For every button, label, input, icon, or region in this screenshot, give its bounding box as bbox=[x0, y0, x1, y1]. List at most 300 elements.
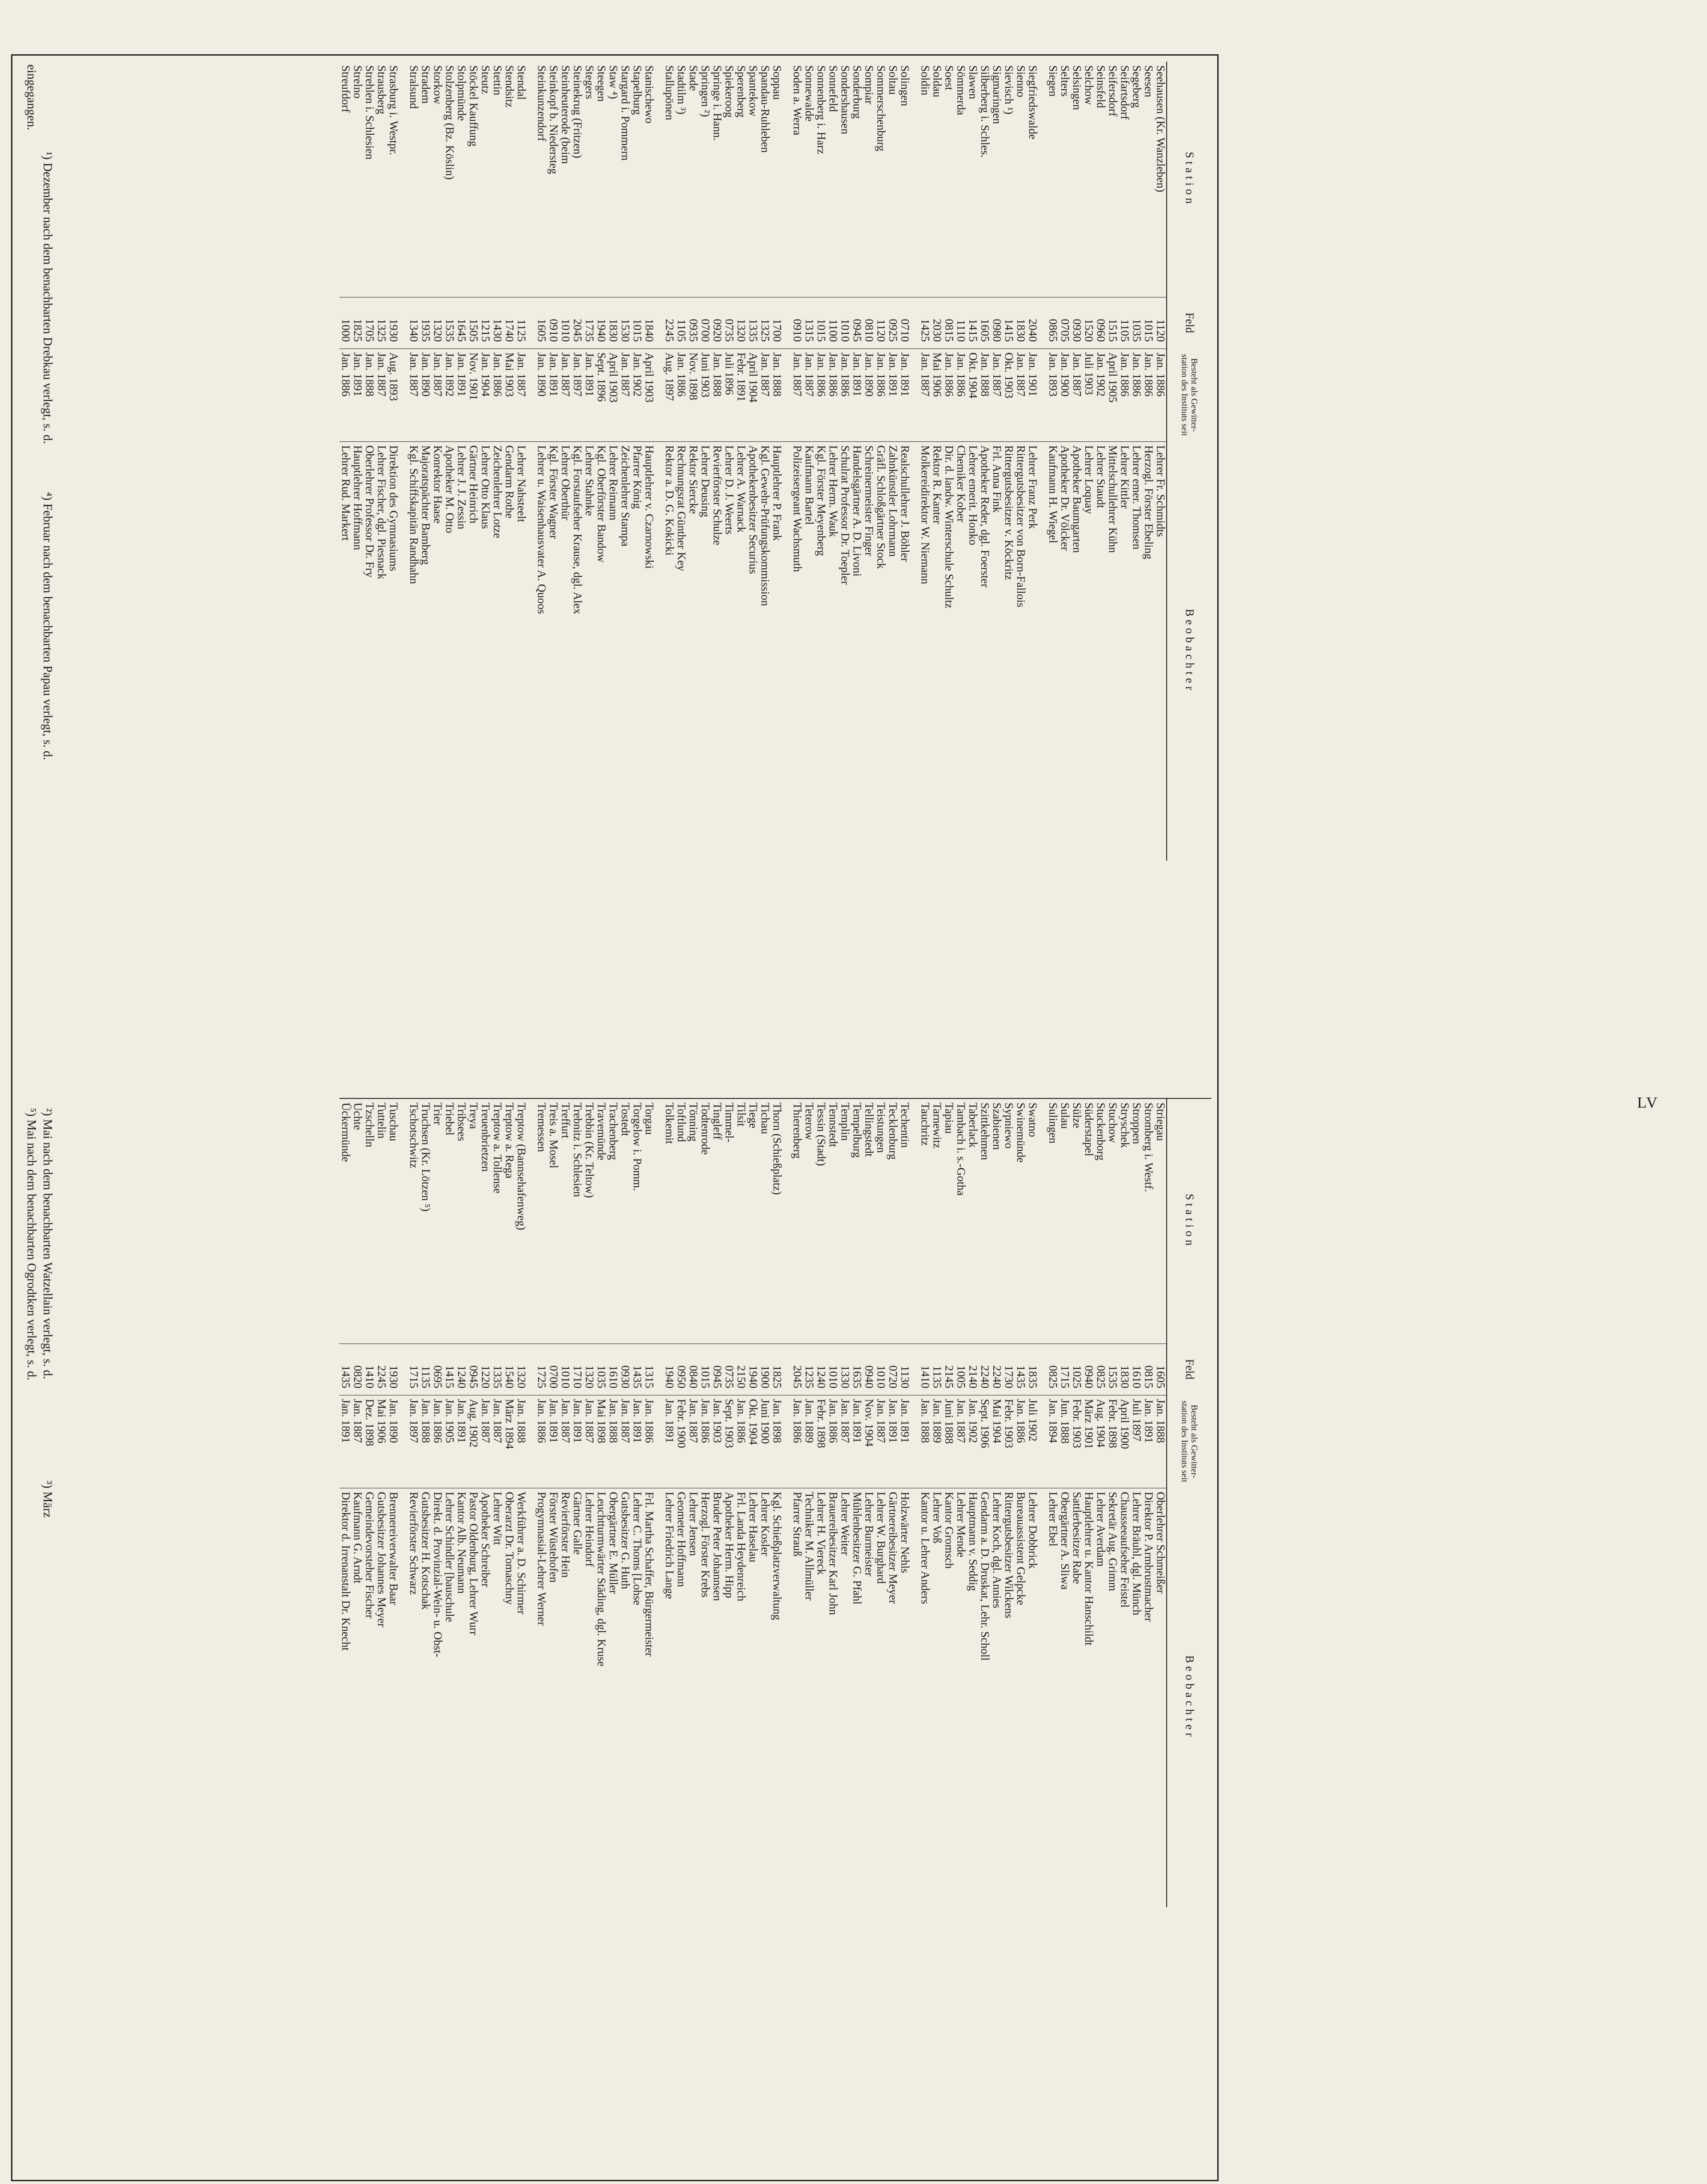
since-cell: Jan. 1891 bbox=[339, 1395, 351, 1488]
field-cell: 2140 bbox=[967, 1344, 979, 1395]
observer-cell: Apothekenbesitzer Securius bbox=[747, 441, 759, 861]
since-cell: Jan. 1903 bbox=[711, 1395, 723, 1488]
since-cell: Jan. 1887 bbox=[559, 349, 571, 441]
station-cell: Soldin bbox=[919, 65, 931, 96]
observer-cell: Realschullehrer J. Böhler bbox=[899, 441, 911, 861]
field-cell: 1535 bbox=[1106, 1344, 1118, 1395]
since-cell: Jun. 1888 bbox=[1059, 1395, 1071, 1488]
table-row bbox=[1118, 1098, 1130, 1907]
since-cell: Jan. 1888 bbox=[363, 349, 375, 441]
station-cell: Steinekrug (Fritzen) bbox=[571, 65, 584, 159]
station-cell: Treuenbrietzen bbox=[479, 1103, 492, 1172]
since-cell: Jan. 1888 bbox=[1154, 1395, 1167, 1488]
station-cell: Tschotschwitz bbox=[407, 1103, 420, 1168]
observer-cell: Kgl. Förster Meyenberg bbox=[815, 441, 827, 861]
table-row bbox=[919, 1098, 931, 1907]
station-cell: Stolzenberg (Bz. Köslin) bbox=[443, 65, 456, 180]
observer-cell: Lehrer A. Warnack bbox=[735, 441, 747, 861]
observer-cell: Chausseeaufseher Feistel bbox=[1118, 1488, 1130, 1907]
station-cell bbox=[911, 1098, 919, 1344]
field-cell: 2240 bbox=[991, 1344, 1002, 1395]
observer-cell: Gutsbesitzer Johannes Meyer bbox=[375, 1488, 387, 1907]
station-cell: Siegfriedswalde bbox=[1026, 65, 1039, 140]
field-cell: 1240 bbox=[815, 1344, 827, 1395]
station-cell: Stromberg i. Westf. bbox=[1142, 1103, 1155, 1192]
since-cell: Jan. 1887 bbox=[919, 349, 931, 441]
since-cell bbox=[911, 349, 919, 441]
field-cell: 1105 bbox=[675, 297, 687, 349]
observer-cell: Gärtner Galle bbox=[571, 1488, 583, 1907]
observer-cell: Rektor Siercke bbox=[687, 441, 699, 861]
since-cell: Jan. 1887 bbox=[1014, 349, 1026, 441]
observer-cell: Konrektor Haase bbox=[431, 441, 443, 861]
field-cell: 0705 bbox=[1059, 297, 1071, 349]
observer-cell: Bureauassistent Gelpcke bbox=[1014, 1488, 1026, 1907]
table-row bbox=[687, 62, 699, 861]
field-cell: 1735 bbox=[583, 297, 595, 349]
field-cell: 1725 bbox=[535, 1344, 547, 1395]
footnote-left-3: eingegangen. bbox=[25, 64, 39, 131]
since-cell: Jan. 1886 bbox=[1142, 349, 1154, 441]
field-cell: 1635 bbox=[851, 1344, 863, 1395]
observer-cell: Techniker M. Allmüller bbox=[803, 1488, 815, 1907]
table-row bbox=[387, 62, 399, 861]
left-table-body bbox=[339, 62, 1167, 861]
observer-cell: Brauereibesitzer Karl John bbox=[827, 1488, 839, 1907]
since-cell bbox=[399, 1395, 407, 1488]
observer-cell: Revierförster Schulze bbox=[711, 441, 723, 861]
table-row bbox=[479, 62, 491, 861]
station-cell bbox=[399, 62, 407, 297]
observer-cell: Brennereiverwalter Baar bbox=[387, 1488, 399, 1907]
field-cell: 1105 bbox=[1118, 297, 1130, 349]
observer-cell: Lehrer u. Waisenhausvater A. Quoos bbox=[535, 441, 547, 861]
since-cell: März 1894 bbox=[503, 1395, 515, 1488]
field-cell: 0940 bbox=[863, 1344, 875, 1395]
observer-cell: Rittergutsbesitzer v. Köckritz bbox=[1002, 441, 1014, 861]
since-cell: Jan. 1887 bbox=[839, 1395, 851, 1488]
field-cell: 1130 bbox=[899, 1344, 911, 1395]
since-cell: Jan. 1887 bbox=[687, 1395, 699, 1488]
since-cell bbox=[1038, 1395, 1047, 1488]
observer-cell: Gendarm a. D. Druskat, Lehr. Scholl bbox=[979, 1488, 991, 1907]
field-cell: 1825 bbox=[351, 297, 363, 349]
station-cell: Slawen bbox=[967, 65, 979, 99]
observer-cell bbox=[783, 1488, 791, 1907]
group-spacer bbox=[783, 62, 791, 861]
observer-cell: Frl. Landa Heydenreich bbox=[735, 1488, 747, 1907]
field-cell: 0700 bbox=[547, 1344, 559, 1395]
station-cell bbox=[1038, 1098, 1047, 1344]
table-row bbox=[1130, 1098, 1142, 1907]
since-cell: Nov. 1898 bbox=[687, 349, 699, 441]
station-cell: Strasburg i. Westpr. bbox=[387, 65, 400, 155]
field-cell: 1430 bbox=[491, 297, 503, 349]
table-row bbox=[1154, 1098, 1167, 1907]
field-cell: 0910 bbox=[791, 297, 803, 349]
field-cell bbox=[527, 297, 535, 349]
table-row bbox=[723, 1098, 735, 1907]
field-cell bbox=[1038, 297, 1047, 349]
table-row bbox=[815, 62, 827, 861]
table-row bbox=[723, 62, 735, 861]
since-cell: Jan. 1891 bbox=[663, 1395, 675, 1488]
field-cell: 1415 bbox=[1002, 297, 1014, 349]
observer-cell: Lehrer Ebel bbox=[1047, 1488, 1059, 1907]
since-cell: Jan. 1886 bbox=[535, 1395, 547, 1488]
table-row bbox=[851, 62, 863, 861]
station-cell: Tilsit bbox=[735, 1103, 747, 1126]
field-cell: 0960 bbox=[1094, 297, 1106, 349]
observer-cell: Lehrer emer. Thomsen bbox=[1130, 441, 1142, 861]
field-cell: 1315 bbox=[803, 297, 815, 349]
field-cell bbox=[655, 297, 663, 349]
table-row bbox=[931, 1098, 943, 1907]
table-row bbox=[931, 62, 943, 861]
observer-cell: Kgl. Oberförster Bandow bbox=[595, 441, 607, 861]
field-cell: 1340 bbox=[407, 297, 419, 349]
since-cell bbox=[527, 349, 535, 441]
observer-cell: Apotheker Dr. Völcker bbox=[1059, 441, 1071, 861]
station-cell: Uchte bbox=[351, 1103, 364, 1130]
since-cell: Jan. 1887 bbox=[619, 349, 631, 441]
table-row bbox=[875, 62, 887, 861]
station-cell: Sulingen bbox=[1047, 1103, 1059, 1143]
station-cell: Treis a. Mosel bbox=[547, 1103, 560, 1168]
since-cell: Jan. 1897 bbox=[571, 349, 583, 441]
table-row bbox=[467, 1098, 479, 1907]
field-cell: 0810 bbox=[863, 297, 875, 349]
observer-cell: Pfarrer König bbox=[631, 441, 643, 861]
table-row bbox=[687, 1098, 699, 1907]
station-cell: Sievisch ¹) bbox=[1002, 65, 1015, 114]
observer-cell: Lehrer C. Thoms [Lohse bbox=[631, 1488, 643, 1907]
header-station: Station bbox=[1167, 62, 1211, 297]
table-row bbox=[619, 1098, 631, 1907]
field-cell: 0935 bbox=[687, 297, 699, 349]
table-row bbox=[503, 1098, 515, 1907]
since-cell: Aug. 1904 bbox=[1094, 1395, 1106, 1488]
observer-cell: Herzogl. Förster Ebeling bbox=[1142, 441, 1154, 861]
table-row bbox=[771, 62, 783, 861]
table-row bbox=[675, 62, 687, 861]
station-cell: Tingleff bbox=[711, 1103, 723, 1140]
since-cell: Jan. 1886 bbox=[1118, 349, 1130, 441]
field-cell: 1610 bbox=[1130, 1344, 1142, 1395]
station-cell: Stradem bbox=[419, 65, 432, 104]
observer-cell: Lehrer Voß bbox=[931, 1488, 943, 1907]
since-cell: Jan. 1891 bbox=[571, 1395, 583, 1488]
since-cell: Jan. 1886 bbox=[875, 349, 887, 441]
station-cell: Torgau bbox=[643, 1103, 655, 1135]
table-row bbox=[375, 1098, 387, 1907]
field-cell: 1010 bbox=[559, 297, 571, 349]
table-row bbox=[571, 1098, 583, 1907]
field-cell: 0930 bbox=[619, 1344, 631, 1395]
station-cell: Sienno bbox=[1014, 65, 1027, 97]
table-row bbox=[747, 62, 759, 861]
station-cell: Soest bbox=[943, 65, 955, 91]
since-cell: Jan. 1891 bbox=[1142, 1395, 1154, 1488]
station-cell: Strelno bbox=[351, 65, 364, 99]
since-cell: Juli 1896 bbox=[723, 349, 735, 441]
table-row bbox=[535, 62, 547, 861]
table-row bbox=[419, 62, 431, 861]
since-cell: Jan. 1891 bbox=[455, 349, 467, 441]
field-cell: 2245 bbox=[375, 1344, 387, 1395]
observer-cell bbox=[911, 441, 919, 861]
field-cell: 1530 bbox=[619, 297, 631, 349]
field-cell: 1710 bbox=[571, 1344, 583, 1395]
field-cell: 0820 bbox=[351, 1344, 363, 1395]
table-row bbox=[643, 62, 655, 861]
station-cell: Teistungen bbox=[875, 1103, 887, 1153]
station-cell: Seehausen (Kr. Wanzleben) bbox=[1154, 65, 1167, 192]
table-row bbox=[663, 1098, 675, 1907]
field-cell: 1035 bbox=[1130, 297, 1142, 349]
station-cell: Storkow bbox=[431, 65, 444, 104]
table-row bbox=[351, 1098, 363, 1907]
since-cell: Jan. 1886 bbox=[643, 1395, 655, 1488]
station-cell bbox=[1038, 62, 1047, 297]
observer-cell: Frl. Martha Schaffer, Bürgermeister bbox=[643, 1488, 655, 1907]
station-cell: Trebbin (Kr. Teltow) bbox=[583, 1103, 596, 1198]
table-row bbox=[839, 62, 851, 861]
station-cell: Timmel- bbox=[723, 1103, 735, 1143]
since-cell bbox=[655, 1395, 663, 1488]
table-row bbox=[491, 62, 503, 861]
station-cell: Trebnitz i. Schlesien bbox=[571, 1103, 584, 1197]
table-row bbox=[827, 62, 839, 861]
since-cell: Jan. 1886 bbox=[791, 1395, 803, 1488]
observer-cell: Lehrer Weiter bbox=[839, 1488, 851, 1907]
table-row bbox=[607, 62, 619, 861]
field-cell: 1825 bbox=[771, 1344, 783, 1395]
field-cell: 1010 bbox=[875, 1344, 887, 1395]
since-cell: Jan. 1886 bbox=[1154, 349, 1167, 441]
field-cell bbox=[783, 297, 791, 349]
station-cell: Ückermünde bbox=[339, 1103, 352, 1162]
station-cell: Sömmerda bbox=[955, 65, 967, 115]
station-cell: Todtenrode bbox=[699, 1103, 711, 1155]
station-cell: Steinkopf b. Niedersteg bbox=[547, 65, 560, 174]
field-cell: 1900 bbox=[759, 1344, 771, 1395]
station-cell: Spantekow bbox=[747, 65, 759, 117]
table-row bbox=[1002, 62, 1014, 861]
group-spacer bbox=[1038, 1098, 1047, 1907]
observer-cell: Lehrer Dobbrick bbox=[1026, 1488, 1038, 1907]
since-cell: Jan. 1886 bbox=[1130, 349, 1142, 441]
since-cell: Febr. 1903 bbox=[1002, 1395, 1014, 1488]
station-cell: Stadtilm ³) bbox=[675, 65, 687, 114]
observer-cell: Lehrer Kittler bbox=[1118, 441, 1130, 861]
field-cell: 1010 bbox=[827, 1344, 839, 1395]
table-row bbox=[387, 1098, 399, 1907]
field-cell bbox=[911, 297, 919, 349]
table-row bbox=[631, 62, 643, 861]
since-cell: Jan. 1887 bbox=[1071, 349, 1083, 441]
field-cell: 1320 bbox=[431, 297, 443, 349]
field-cell: 1535 bbox=[443, 297, 455, 349]
table-row bbox=[803, 62, 815, 861]
table-row bbox=[759, 1098, 771, 1907]
table-row bbox=[1047, 1098, 1059, 1907]
since-cell: Jan. 1891 bbox=[583, 349, 595, 441]
group-spacer bbox=[527, 62, 535, 861]
table-row bbox=[479, 1098, 491, 1907]
field-cell bbox=[1038, 1344, 1047, 1395]
station-cell: Swatno bbox=[1026, 1103, 1039, 1137]
since-cell: April 1903 bbox=[643, 349, 655, 441]
since-cell: Jan. 1887 bbox=[803, 349, 815, 441]
field-cell: 1435 bbox=[339, 1344, 351, 1395]
since-cell: Mai 1906 bbox=[375, 1395, 387, 1488]
station-cell: Tostedt bbox=[619, 1103, 631, 1137]
observer-cell: Holzwärter Nehls bbox=[899, 1488, 911, 1907]
since-cell: Nov. 1904 bbox=[863, 1395, 875, 1488]
since-cell bbox=[1038, 349, 1047, 441]
station-cell: Tellingstedt bbox=[863, 1103, 875, 1157]
table-row bbox=[887, 62, 899, 861]
left-table-block bbox=[339, 62, 1211, 1115]
station-cell bbox=[399, 1098, 407, 1344]
table-row bbox=[363, 62, 375, 861]
station-cell: Tuttelin bbox=[375, 1103, 388, 1139]
observer-cell: Gutsbesitzer G. Huth bbox=[619, 1488, 631, 1907]
since-cell: Febr. 1898 bbox=[1106, 1395, 1118, 1488]
field-cell: 1240 bbox=[455, 1344, 467, 1395]
field-cell: 1335 bbox=[491, 1344, 503, 1395]
field-cell: 1715 bbox=[1059, 1344, 1071, 1395]
observer-cell: Kaufmann H. Wiegel bbox=[1047, 441, 1059, 861]
observer-cell: Hauptlehrer u. Kantor Hanschildt bbox=[1083, 1488, 1094, 1907]
station-cell: Swinemünde bbox=[1014, 1103, 1027, 1163]
left-register-table bbox=[339, 62, 1211, 861]
station-cell: Tolkemit bbox=[663, 1103, 676, 1144]
station-cell: Steinkunzendorf bbox=[535, 65, 548, 142]
page-number: LV bbox=[1637, 1094, 1659, 1111]
observer-cell: Revierförster Schwarz bbox=[407, 1488, 419, 1907]
station-cell: Spandau-Ruhleben bbox=[759, 65, 771, 153]
station-cell: Tönning bbox=[687, 1103, 699, 1142]
since-cell: Aug. 1897 bbox=[663, 349, 675, 441]
table-row bbox=[943, 62, 955, 861]
table-row bbox=[675, 1098, 687, 1907]
since-cell: Okt. 1904 bbox=[967, 349, 979, 441]
table-row bbox=[1047, 62, 1059, 861]
station-cell: Striegau bbox=[1154, 1103, 1167, 1141]
observer-cell: Revierförster Hein bbox=[559, 1488, 571, 1907]
observer-cell: Direkt. d. Provinzial-Wein- u. Obst- bbox=[431, 1488, 443, 1907]
station-cell: Treptow a. Rega bbox=[503, 1103, 516, 1179]
station-cell: Tarnewitz bbox=[931, 1103, 943, 1149]
field-cell: 0940 bbox=[1083, 1344, 1094, 1395]
observer-cell: Apotheker Reder, dgl. Foerster bbox=[979, 441, 991, 861]
table-row bbox=[1118, 62, 1130, 861]
field-cell: 1120 bbox=[1154, 297, 1167, 349]
observer-cell: Zeichenlehrer Stampa bbox=[619, 441, 631, 861]
station-cell: Stroppen bbox=[1130, 1103, 1143, 1144]
field-cell: 1320 bbox=[735, 297, 747, 349]
station-cell: Tessin (Stadt) bbox=[815, 1103, 827, 1166]
station-cell: Stegers bbox=[583, 65, 596, 99]
field-cell bbox=[527, 1344, 535, 1395]
field-cell: 1830 bbox=[607, 297, 619, 349]
since-cell: Jan. 1887 bbox=[875, 1395, 887, 1488]
observer-cell: Lehrer Reimann bbox=[607, 441, 619, 861]
since-cell: Sept. 1896 bbox=[595, 349, 607, 441]
field-cell: 1540 bbox=[503, 1344, 515, 1395]
station-cell: Strausberg bbox=[375, 65, 388, 114]
field-cell: 0930 bbox=[1071, 297, 1083, 349]
since-cell: Jan. 1888 bbox=[419, 1395, 431, 1488]
station-cell: Soden a. Werra bbox=[791, 65, 803, 136]
station-cell: Strehlen i. Schlesien bbox=[363, 65, 376, 160]
field-cell: 1010 bbox=[839, 297, 851, 349]
station-cell bbox=[783, 1098, 791, 1344]
table-row bbox=[1094, 62, 1106, 861]
observer-cell: Herzogl. Förster Krebs bbox=[699, 1488, 711, 1907]
station-cell: Torgelow i. Pomm. bbox=[631, 1103, 643, 1191]
field-cell: 1025 bbox=[1071, 1344, 1083, 1395]
table-row bbox=[339, 1098, 351, 1907]
station-cell: Tempelburg bbox=[851, 1103, 863, 1158]
field-cell: 1610 bbox=[607, 1344, 619, 1395]
observer-cell: Lehrer Nahsteelt bbox=[515, 441, 527, 861]
footnote-right-2: ⁵) Mai nach dem benachbarten Ogrodtken verlegt, s. d. bbox=[25, 1108, 39, 1380]
group-spacer bbox=[911, 1098, 919, 1907]
observer-cell: Polizeisergeant Wachsmuth bbox=[791, 441, 803, 861]
since-cell: Jan. 1891 bbox=[351, 349, 363, 441]
field-cell: 1740 bbox=[503, 297, 515, 349]
since-cell: Jan. 1886 bbox=[1014, 1395, 1026, 1488]
table-row bbox=[375, 62, 387, 861]
observer-cell: Kantor u. Lehrer Anders bbox=[919, 1488, 931, 1907]
since-cell: Jan. 1894 bbox=[1047, 1395, 1059, 1488]
field-cell: 2045 bbox=[791, 1344, 803, 1395]
table-row bbox=[899, 62, 911, 861]
field-cell: 1435 bbox=[631, 1344, 643, 1395]
observer-cell: Direktor d. Irrenanstalt Dr. Knecht bbox=[339, 1488, 351, 1907]
station-cell: Soppau bbox=[771, 65, 783, 100]
observer-cell: Gendarm Rothe bbox=[503, 441, 515, 861]
station-cell: Stanischewo bbox=[643, 65, 655, 124]
since-cell: Juli 1902 bbox=[1026, 1395, 1038, 1488]
station-cell: Sondershausen bbox=[839, 65, 851, 134]
table-row bbox=[1026, 1098, 1038, 1907]
since-cell: Jan. 1891 bbox=[455, 1395, 467, 1488]
field-cell: 0920 bbox=[711, 297, 723, 349]
since-cell: April 1905 bbox=[1106, 349, 1118, 441]
station-cell: Szabienen bbox=[991, 1103, 1003, 1150]
station-cell: Szittkehmen bbox=[979, 1103, 991, 1160]
observer-cell: Pastor Oldenburg, Lehrer Wurr bbox=[467, 1488, 479, 1907]
observer-cell: Progymnasial-Lehrer Werner bbox=[535, 1488, 547, 1907]
table-row bbox=[467, 62, 479, 861]
observer-cell: Kgl. Schiffskapitän Randhahn bbox=[407, 441, 419, 861]
station-cell: Sperenberg bbox=[735, 65, 747, 118]
station-cell: Sypniewo bbox=[1002, 1103, 1015, 1149]
station-cell: Sompiar bbox=[863, 65, 875, 104]
observer-cell: Lehrer Haselau bbox=[747, 1488, 759, 1907]
observer-cell: Sattlerbesitzer Rabe bbox=[1071, 1488, 1083, 1907]
field-cell: 0720 bbox=[887, 1344, 899, 1395]
since-cell: Juni 1888 bbox=[943, 1395, 955, 1488]
station-cell: Soldau bbox=[931, 65, 943, 97]
observer-cell: Kgl. Förster Wagner bbox=[547, 441, 559, 861]
footnote-left-1: ¹) Dezember nach dem benachbarten Drebkau verlegt, s. d. bbox=[41, 152, 55, 444]
table-row bbox=[699, 62, 711, 861]
